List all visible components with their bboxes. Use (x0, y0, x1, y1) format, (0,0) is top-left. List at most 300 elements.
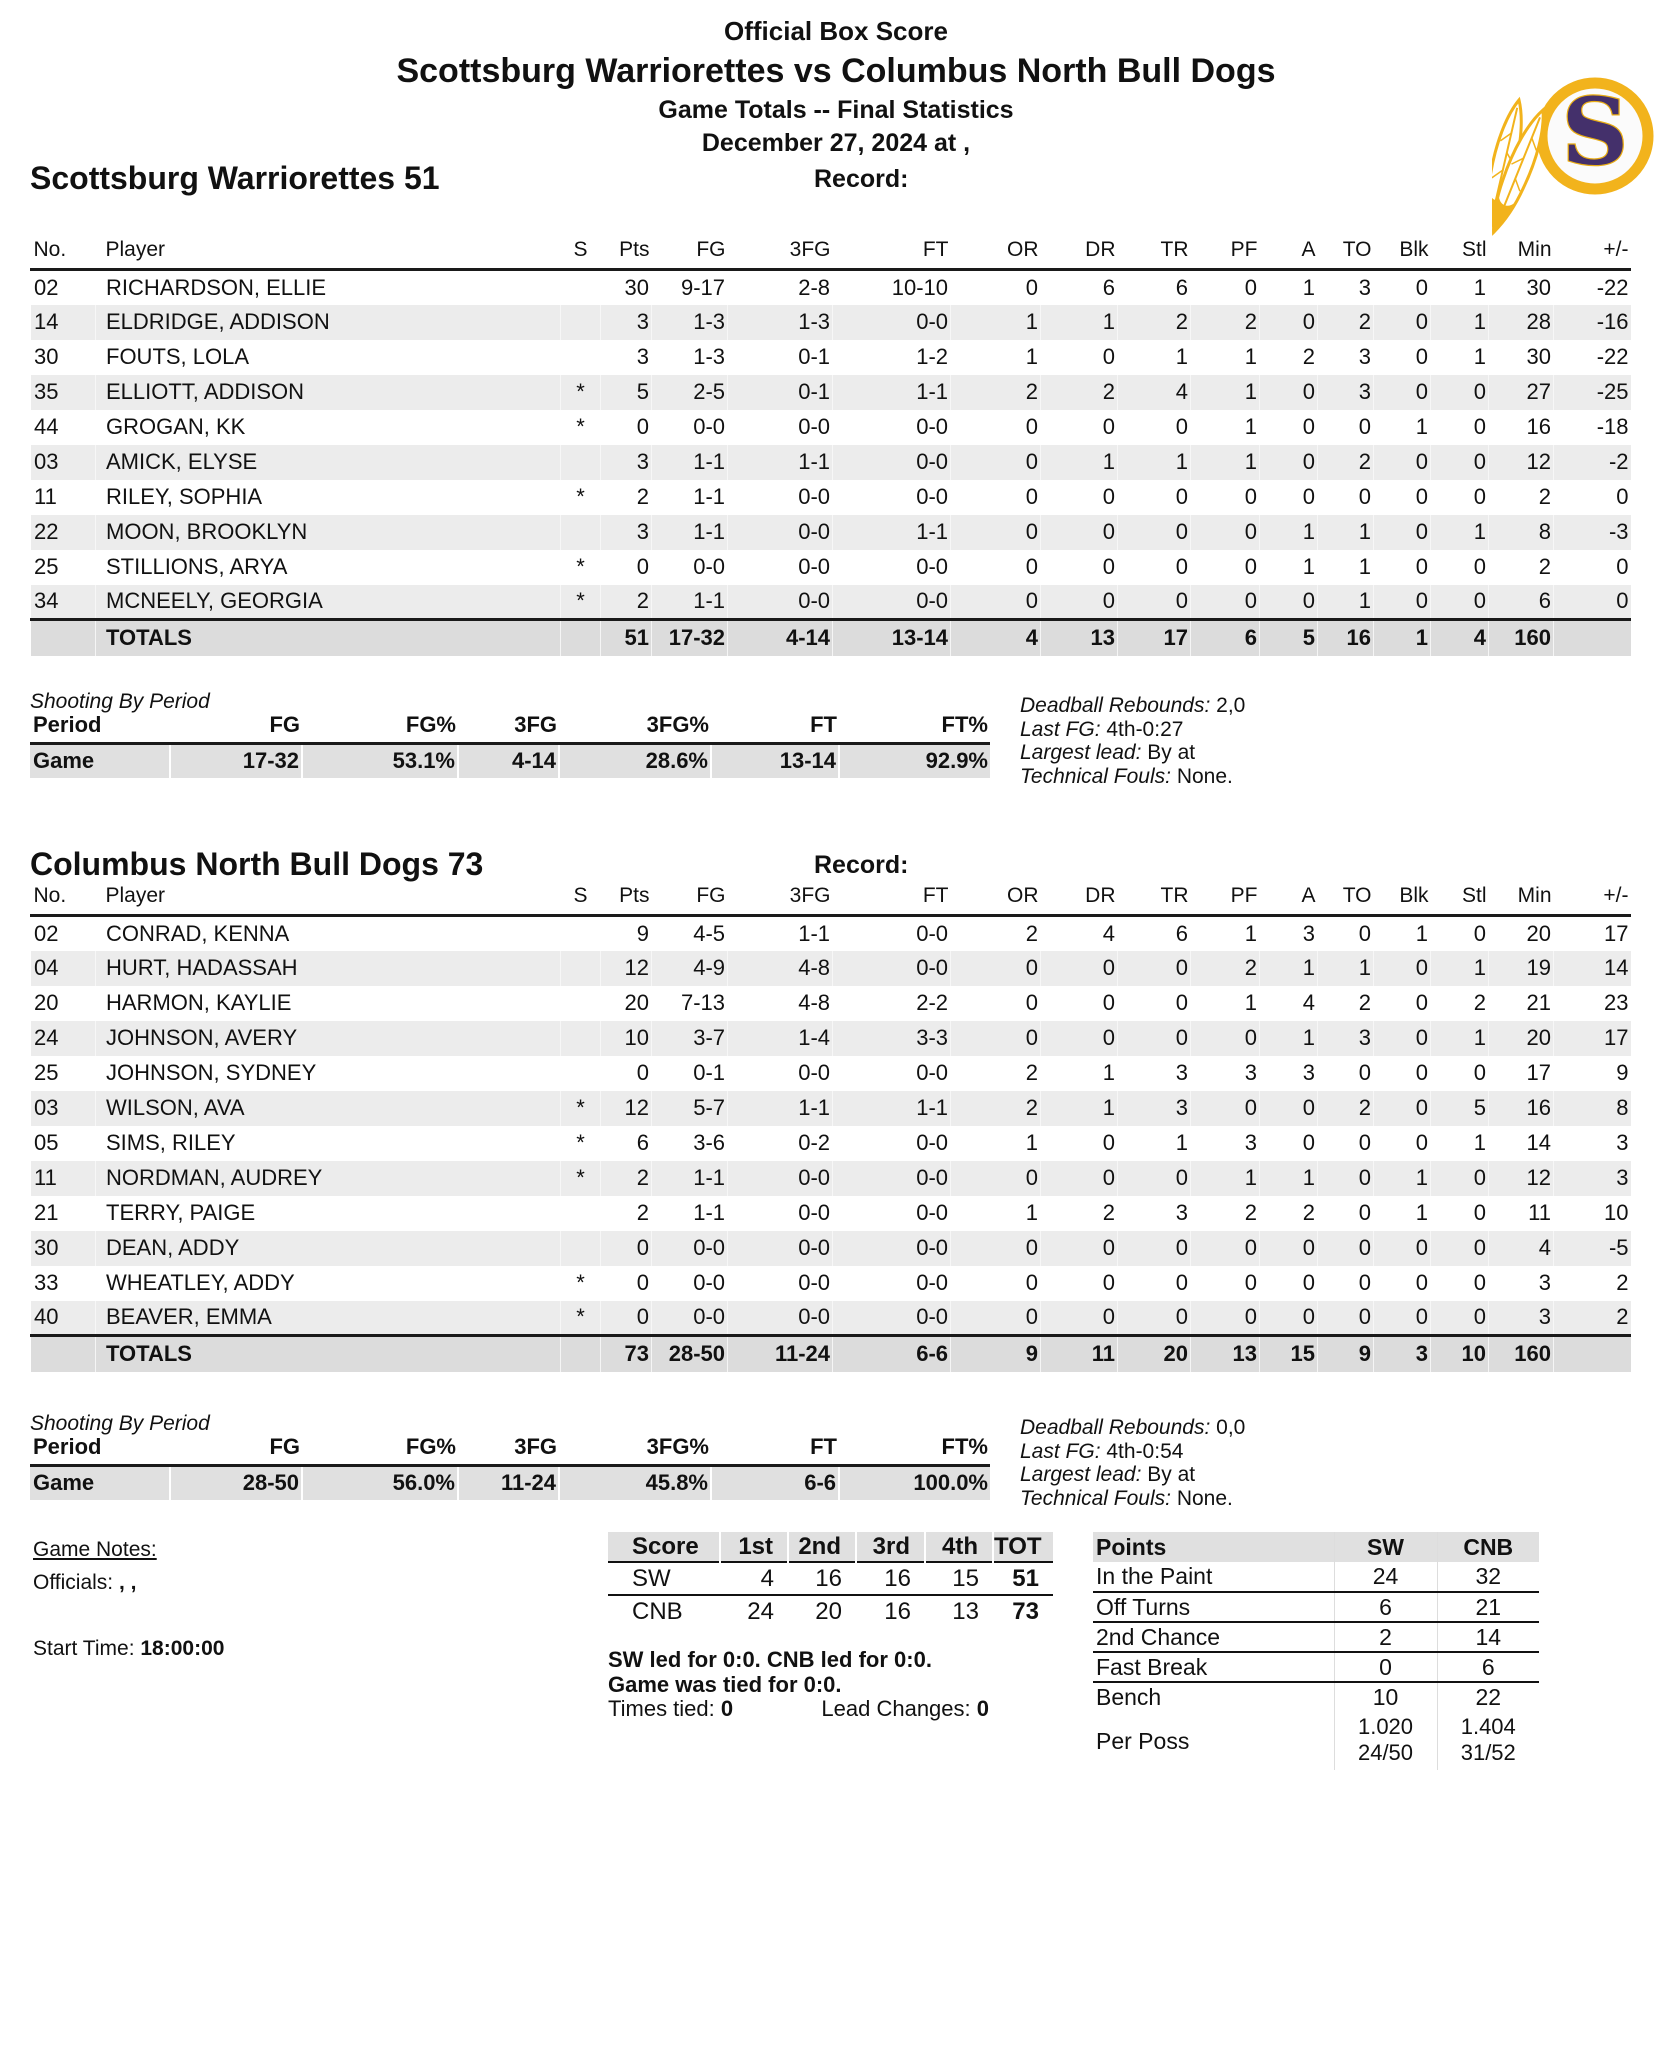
col-tr: TR (1160, 884, 1189, 907)
stat-stl: 0 (1431, 550, 1489, 585)
stat-min: 8 (1489, 515, 1554, 550)
stat-fg: 0-0 (652, 1266, 728, 1301)
stat-tr: 0 (1118, 1021, 1191, 1056)
stat-plusminus: 14 (1554, 951, 1631, 986)
stat-ft: 2-2 (833, 986, 951, 1021)
deadball-rebounds (1020, 1416, 1245, 1440)
score-team-abbrev: CNB (632, 1598, 683, 1625)
player-number: 22 (31, 515, 96, 550)
technical-fouls-value: None. (1176, 1486, 1233, 1510)
stat-plusminus: -18 (1554, 410, 1631, 445)
stat-or: 0 (951, 445, 1041, 480)
player-name: MCNEELY, GEORGIA (96, 585, 561, 620)
stat-to: 0 (1318, 1056, 1374, 1091)
col-to: TO (1342, 238, 1372, 261)
points-cnb-value: 14 (1437, 1622, 1539, 1652)
deadball-label: Deadball Rebounds: (1020, 694, 1211, 717)
starter-flag (561, 1021, 601, 1056)
stat-stl: 0 (1431, 1266, 1489, 1301)
technical-fouls-value: None. (1176, 764, 1233, 788)
stat-plusminus: 3 (1554, 1161, 1631, 1196)
stat-to: 3 (1318, 1021, 1374, 1056)
stat-stl: 1 (1431, 305, 1489, 340)
stat-3fg: 0-1 (728, 340, 833, 375)
start-time-value: 18:00:00 (140, 1637, 225, 1660)
stat-pf: 1 (1191, 410, 1260, 445)
totals-min: 160 (1489, 620, 1554, 656)
stat-pts: 2 (601, 480, 652, 515)
stat-or: 1 (951, 305, 1041, 340)
stat-min: 17 (1489, 1056, 1554, 1091)
stat-blk: 1 (1374, 1196, 1431, 1231)
player-number: 34 (31, 585, 96, 620)
col-ft-pct: FT% (941, 712, 988, 737)
totals-pf: 6 (1191, 620, 1260, 656)
lead-summary (608, 1648, 989, 1722)
team1-notes (1020, 694, 1245, 788)
stat-tr: 0 (1118, 515, 1191, 550)
player-name: NORDMAN, AUDREY (96, 1161, 561, 1196)
col-pts: Pts (619, 238, 650, 261)
stat-to: 1 (1318, 515, 1374, 550)
starter-flag: * (561, 1126, 601, 1161)
totals-3fg: 4-14 (728, 620, 833, 656)
totals-ft: 13-14 (833, 620, 951, 656)
stat-ft: 0-0 (833, 951, 951, 986)
stat-fg: 0-0 (652, 550, 728, 585)
stat-stl: 1 (1431, 340, 1489, 375)
stat-dr: 0 (1041, 410, 1118, 445)
player-row (31, 1126, 1631, 1161)
logo-letter: S (1561, 77, 1629, 186)
stat-plusminus: -2 (1554, 445, 1631, 480)
stat-fg: 9-17 (652, 270, 728, 305)
stat-dr: 1 (1041, 305, 1118, 340)
stat-or: 0 (951, 1231, 1041, 1266)
game-fg: 17-32 (170, 744, 302, 778)
stat-dr: 0 (1041, 585, 1118, 620)
stat-tr: 4 (1118, 375, 1191, 410)
team1-shooting-title: Shooting By Period (30, 690, 210, 713)
stat-a: 4 (1260, 986, 1318, 1021)
totals-spacer (31, 1336, 96, 1372)
col-4th: 4th (925, 1532, 993, 1562)
stat-pf: 0 (1191, 585, 1260, 620)
quarter-score-table (608, 1532, 1053, 1628)
player-row (31, 480, 1631, 515)
points-category: Fast Break (1096, 1653, 1208, 1680)
col-or: OR (1007, 884, 1039, 907)
stat-dr: 0 (1041, 1231, 1118, 1266)
stat-fg: 1-1 (652, 1196, 728, 1231)
stat-min: 2 (1489, 480, 1554, 515)
points-cnb-value: 21 (1437, 1592, 1539, 1622)
scottsburg-logo (1492, 70, 1662, 245)
stat-pf: 1 (1191, 916, 1260, 951)
player-name: GROGAN, KK (96, 410, 561, 445)
stat-or: 2 (951, 1091, 1041, 1126)
stat-or: 0 (951, 550, 1041, 585)
col-pf: PF (1230, 238, 1258, 261)
stat-dr: 0 (1041, 340, 1118, 375)
stat-blk: 0 (1374, 1091, 1431, 1126)
stat-3fg: 1-1 (728, 1091, 833, 1126)
stat-pts: 6 (601, 1126, 652, 1161)
stat-fg: 4-5 (652, 916, 728, 951)
col-3fg: 3FG (514, 712, 557, 737)
team2-notes (1020, 1416, 1245, 1510)
stat-min: 20 (1489, 1021, 1554, 1056)
starter-flag: * (561, 410, 601, 445)
stat-or: 0 (951, 986, 1041, 1021)
score-header-row (608, 1532, 1053, 1562)
lead-line2: Game was tied for 0:0. (608, 1671, 842, 1697)
stat-plusminus: 23 (1554, 986, 1631, 1021)
stat-to: 3 (1318, 375, 1374, 410)
col-blk: Blk (1399, 884, 1429, 907)
officials-value: , , (118, 1571, 137, 1594)
stat-ft: 10-10 (833, 270, 951, 305)
starter-flag (561, 270, 601, 305)
stat-pts: 30 (601, 270, 652, 305)
stat-ft: 0-0 (833, 1266, 951, 1301)
totals-to: 16 (1318, 620, 1374, 656)
lead-changes-label: Lead Changes: (821, 1696, 971, 1721)
score-total: 73 (1012, 1598, 1039, 1625)
stat-tr: 0 (1118, 1161, 1191, 1196)
stat-3fg: 1-3 (728, 305, 833, 340)
score-total: 51 (1012, 1564, 1039, 1592)
team1-player-rows (31, 270, 1631, 620)
stat-ft: 0-0 (833, 305, 951, 340)
stat-ft: 0-0 (833, 1161, 951, 1196)
largest-lead (1020, 1463, 1245, 1487)
points-header-row (1093, 1532, 1539, 1562)
stat-min: 3 (1489, 1266, 1554, 1301)
player-row (31, 410, 1631, 445)
stat-pts: 10 (601, 1021, 652, 1056)
totals-tr: 17 (1118, 620, 1191, 656)
stat-fg: 1-1 (652, 445, 728, 480)
stat-dr: 0 (1041, 550, 1118, 585)
stat-3fg: 0-2 (728, 1126, 833, 1161)
period-label: Game (33, 1470, 95, 1496)
totals-fg: 28-50 (652, 1336, 728, 1372)
stat-plusminus: 0 (1554, 550, 1631, 585)
stat-dr: 0 (1041, 986, 1118, 1021)
player-number: 02 (31, 270, 96, 305)
stat-ft: 0-0 (833, 1231, 951, 1266)
stat-dr: 6 (1041, 270, 1118, 305)
scottsburg-logo-icon (1492, 70, 1662, 245)
col-pf: PF (1230, 884, 1258, 907)
col-dr: DR (1085, 238, 1116, 261)
col-1st: 1st (720, 1532, 788, 1562)
largest-lead-label: Largest lead: (1020, 1463, 1142, 1486)
stat-min: 20 (1489, 916, 1554, 951)
stat-a: 0 (1260, 1266, 1318, 1301)
starter-flag (561, 1231, 601, 1266)
col-ft: FT (810, 712, 837, 737)
stat-to: 1 (1318, 951, 1374, 986)
stat-fg: 0-0 (652, 410, 728, 445)
player-number: 44 (31, 410, 96, 445)
stat-to: 1 (1318, 585, 1374, 620)
stat-to: 0 (1318, 480, 1374, 515)
stat-min: 19 (1489, 951, 1554, 986)
stat-a: 0 (1260, 305, 1318, 340)
col-stl: Stl (1461, 238, 1487, 261)
stat-3fg: 0-0 (728, 1266, 833, 1301)
score-q4: 15 (952, 1564, 979, 1592)
player-name: SIMS, RILEY (96, 1126, 561, 1161)
stat-dr: 2 (1041, 1196, 1118, 1231)
stat-plusminus: -5 (1554, 1231, 1631, 1266)
col-period: Period (33, 1434, 102, 1459)
totals-pts: 73 (601, 1336, 652, 1372)
stat-pf: 1 (1191, 340, 1260, 375)
points-breakdown-table (1093, 1532, 1539, 1770)
col-a: A (1301, 238, 1316, 261)
stat-tr: 3 (1118, 1196, 1191, 1231)
player-name: RILEY, SOPHIA (96, 480, 561, 515)
team2-shooting-table (30, 1434, 990, 1500)
stat-to: 0 (1318, 1231, 1374, 1266)
stat-dr: 1 (1041, 1056, 1118, 1091)
stat-a: 0 (1260, 1301, 1318, 1336)
stat-blk: 0 (1374, 1126, 1431, 1161)
starter-flag: * (561, 550, 601, 585)
stat-a: 1 (1260, 515, 1318, 550)
totals-spacer (561, 620, 601, 656)
stat-plusminus: 9 (1554, 1056, 1631, 1091)
col-fg-pct: FG% (405, 1434, 456, 1459)
stat-a: 0 (1260, 480, 1318, 515)
starter-flag: * (561, 480, 601, 515)
stat-a: 1 (1260, 1021, 1318, 1056)
player-name: JOHNSON, SYDNEY (96, 1056, 561, 1091)
stat-3fg: 4-8 (728, 951, 833, 986)
col-3fg: 3FG (789, 238, 831, 261)
stat-min: 16 (1489, 410, 1554, 445)
stat-ft: 0-0 (833, 480, 951, 515)
stat-pf: 0 (1191, 550, 1260, 585)
player-number: 02 (31, 916, 96, 951)
points-row (1093, 1622, 1539, 1652)
stat-3fg: 0-0 (728, 550, 833, 585)
stat-blk: 0 (1374, 585, 1431, 620)
stat-a: 1 (1260, 951, 1318, 986)
totals-a: 15 (1260, 1336, 1318, 1372)
stat-ft: 1-1 (833, 515, 951, 550)
stat-min: 12 (1489, 445, 1554, 480)
stat-fg: 7-13 (652, 986, 728, 1021)
per-poss-sw-rate: 1.020 (1357, 1714, 1414, 1739)
stat-tr: 6 (1118, 916, 1191, 951)
stat-tr: 0 (1118, 550, 1191, 585)
starter-flag (561, 445, 601, 480)
stat-tr: 0 (1118, 410, 1191, 445)
points-cnb-value: 32 (1437, 1562, 1539, 1592)
stat-tr: 1 (1118, 1126, 1191, 1161)
totals-or: 9 (951, 1336, 1041, 1372)
totals-or: 4 (951, 620, 1041, 656)
col-score: Score (632, 1532, 699, 1560)
totals-pts: 51 (601, 620, 652, 656)
starter-flag (561, 986, 601, 1021)
stat-pts: 2 (601, 585, 652, 620)
stat-stl: 1 (1431, 951, 1489, 986)
totals-min: 160 (1489, 1336, 1554, 1372)
team1-totals-row (31, 620, 1631, 656)
col-starter: S (573, 884, 588, 907)
totals-blk: 1 (1374, 620, 1431, 656)
player-row (31, 1056, 1631, 1091)
player-row (31, 340, 1631, 375)
player-row (31, 305, 1631, 340)
score-q2: 16 (815, 1564, 842, 1592)
stat-plusminus: 10 (1554, 1196, 1631, 1231)
stat-blk: 0 (1374, 445, 1431, 480)
player-name: HARMON, KAYLIE (96, 986, 561, 1021)
stat-or: 0 (951, 1161, 1041, 1196)
stat-stl: 1 (1431, 270, 1489, 305)
stat-pf: 1 (1191, 986, 1260, 1021)
stat-tr: 1 (1118, 340, 1191, 375)
stat-blk: 1 (1374, 1161, 1431, 1196)
col-dr: DR (1085, 884, 1116, 907)
starter-flag: * (561, 375, 601, 410)
stat-pts: 9 (601, 916, 652, 951)
player-number: 30 (31, 340, 96, 375)
col-3fg: 3FG (789, 884, 831, 907)
totals-stl: 4 (1431, 620, 1489, 656)
stat-pts: 3 (601, 445, 652, 480)
starter-flag (561, 515, 601, 550)
stat-a: 1 (1260, 550, 1318, 585)
stat-blk: 0 (1374, 305, 1431, 340)
col-player: Player (105, 238, 166, 261)
player-name: HURT, HADASSAH (96, 951, 561, 986)
stat-stl: 0 (1431, 445, 1489, 480)
stat-or: 0 (951, 1301, 1041, 1336)
largest-lead-value: By at (1147, 741, 1196, 764)
totals-spacer (31, 620, 96, 656)
stat-3fg: 0-0 (728, 410, 833, 445)
stat-pts: 3 (601, 305, 652, 340)
col-player: Player (105, 884, 166, 907)
stat-a: 0 (1260, 410, 1318, 445)
starter-flag (561, 1196, 601, 1231)
col-fg: FG (269, 1434, 300, 1459)
totals-3fg: 11-24 (728, 1336, 833, 1372)
stat-dr: 0 (1041, 1021, 1118, 1056)
technical-fouls-label: Technical Fouls: (1020, 1486, 1171, 1510)
technical-fouls (1020, 765, 1245, 789)
game-fg: 28-50 (170, 1466, 302, 1500)
player-row (31, 1021, 1631, 1056)
stat-plusminus: 17 (1554, 1021, 1631, 1056)
stat-tr: 0 (1118, 1231, 1191, 1266)
player-row (31, 445, 1631, 480)
stat-to: 0 (1318, 1196, 1374, 1231)
col-pts: Pts (619, 884, 650, 907)
stat-pts: 0 (601, 410, 652, 445)
col-or: OR (1007, 238, 1039, 261)
player-row (31, 270, 1631, 305)
stat-or: 0 (951, 515, 1041, 550)
player-number: 33 (31, 1266, 96, 1301)
stat-fg: 3-6 (652, 1126, 728, 1161)
stat-a: 3 (1260, 916, 1318, 951)
stat-stl: 0 (1431, 480, 1489, 515)
stat-stl: 1 (1431, 1021, 1489, 1056)
starter-flag (561, 1056, 601, 1091)
col-cnb: CNB (1437, 1532, 1539, 1562)
col-blk: Blk (1399, 238, 1429, 261)
stat-min: 27 (1489, 375, 1554, 410)
stat-a: 1 (1260, 1161, 1318, 1196)
stat-fg: 0-0 (652, 1231, 728, 1266)
totals-to: 9 (1318, 1336, 1374, 1372)
stat-blk: 0 (1374, 1301, 1431, 1336)
officials-label: Officials: (33, 1571, 114, 1594)
technical-fouls-label: Technical Fouls: (1020, 764, 1171, 788)
last-fg-value: 4th-0:54 (1106, 1439, 1184, 1463)
points-row (1093, 1592, 1539, 1622)
col-3fg: 3FG (514, 1434, 557, 1459)
game-ft: 6-6 (711, 1466, 839, 1500)
score-row (608, 1595, 1053, 1628)
stat-blk: 0 (1374, 480, 1431, 515)
stat-tr: 6 (1118, 270, 1191, 305)
stat-min: 4 (1489, 1231, 1554, 1266)
stat-or: 2 (951, 1056, 1041, 1091)
stat-blk: 0 (1374, 1266, 1431, 1301)
stat-a: 0 (1260, 1126, 1318, 1161)
largest-lead (1020, 741, 1245, 765)
officials-line (33, 1571, 224, 1595)
shooting-game-row (30, 744, 990, 778)
stat-ft: 0-0 (833, 1056, 951, 1091)
stat-to: 0 (1318, 1126, 1374, 1161)
stat-plusminus: 3 (1554, 1126, 1631, 1161)
stat-or: 2 (951, 375, 1041, 410)
totals-label: TOTALS (96, 1336, 561, 1372)
col-3fg-pct: 3FG% (646, 1434, 709, 1459)
player-number: 40 (31, 1301, 96, 1336)
stat-ft: 0-0 (833, 1126, 951, 1161)
lead-changes-value: 0 (976, 1696, 990, 1721)
stat-fg: 1-3 (652, 305, 728, 340)
stat-ft: 3-3 (833, 1021, 951, 1056)
stat-a: 3 (1260, 1056, 1318, 1091)
stat-stl: 5 (1431, 1091, 1489, 1126)
stat-ft: 0-0 (833, 585, 951, 620)
totals-label: TOTALS (96, 620, 561, 656)
stat-blk: 0 (1374, 550, 1431, 585)
stat-or: 0 (951, 951, 1041, 986)
stat-ft: 0-0 (833, 550, 951, 585)
score-q2: 20 (815, 1598, 842, 1625)
stat-dr: 0 (1041, 1126, 1118, 1161)
stat-blk: 0 (1374, 1056, 1431, 1091)
totals-fg: 17-32 (652, 620, 728, 656)
stat-stl: 1 (1431, 1126, 1489, 1161)
stat-ft: 1-1 (833, 375, 951, 410)
stat-dr: 4 (1041, 916, 1118, 951)
col-starter: S (573, 238, 588, 261)
